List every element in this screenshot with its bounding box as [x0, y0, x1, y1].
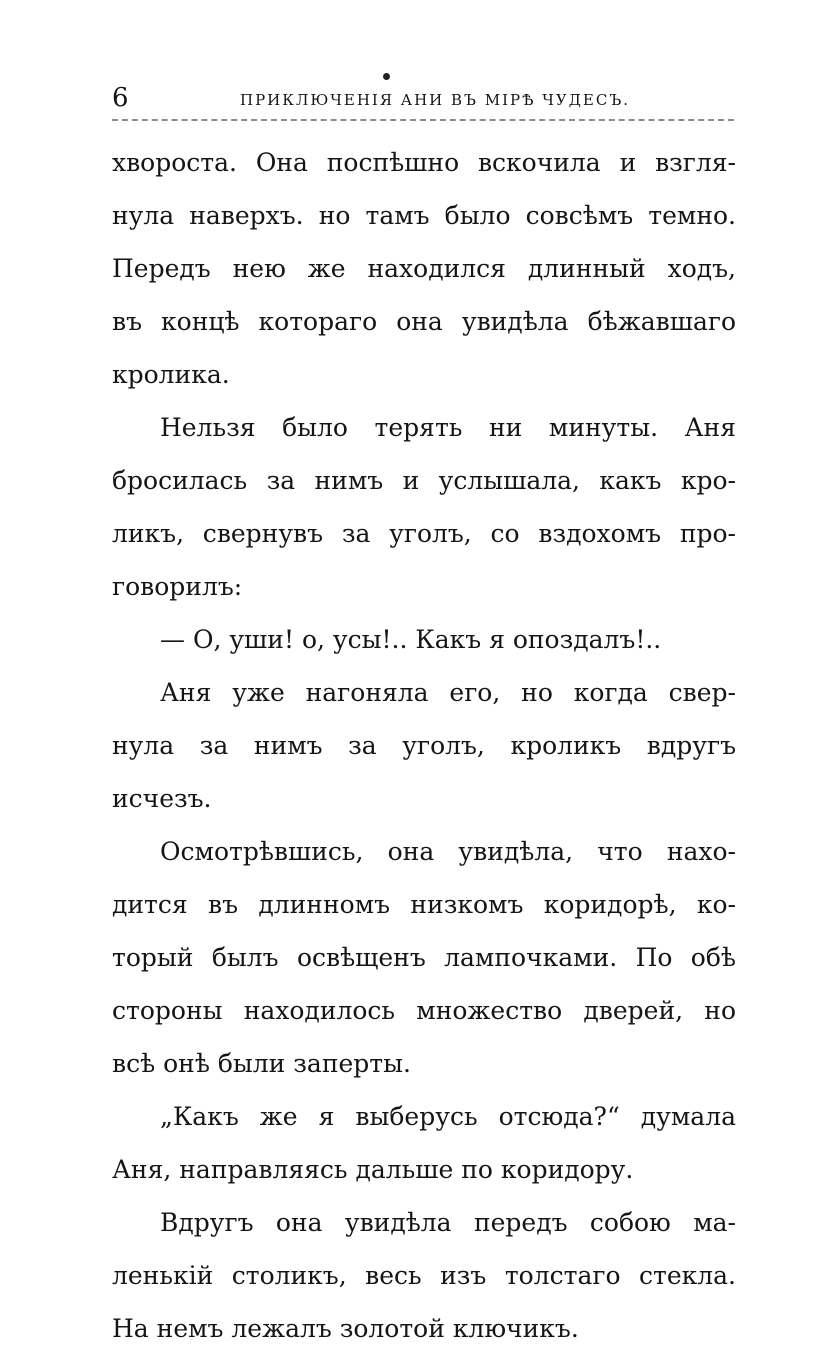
text-line: въ концѣ котораго она увидѣла бѣжавшаго: [112, 307, 736, 336]
text-line: дится въ длинномъ низкомъ коридорѣ, ко-: [112, 890, 736, 919]
text-line: исчезъ.: [112, 784, 212, 813]
dialogue-line: — О, уши! о, усы!.. Какъ я опоздалъ!..: [160, 625, 662, 654]
text-line: стороны находилось множество дверей, но: [112, 996, 736, 1025]
text-line: Аня, направляясь дальше по коридору.: [112, 1155, 634, 1184]
text-line: ленькій столикъ, весь изъ толстаго стекла.: [112, 1261, 736, 1290]
text-line: Передъ нею же находился длинный ходъ,: [112, 254, 736, 283]
header-rule: [112, 119, 734, 121]
text-line: На немъ лежалъ золотой ключикъ.: [112, 1314, 579, 1343]
paragraph-start-line: Осмотрѣвшись, она увидѣла, что нахо-: [160, 837, 736, 866]
text-line: говорилъ:: [112, 572, 243, 601]
paragraph-start-line: Аня уже нагоняла его, но когда свер-: [160, 678, 736, 707]
page-header: [112, 82, 732, 114]
text-line: кролика.: [112, 360, 230, 389]
text-line: нула наверхъ. но тамъ было совсѣмъ темно.: [112, 201, 736, 230]
paragraph-start-line: Нельзя было терять ни минуты. Аня: [160, 413, 736, 442]
text-line: ликъ, свернувъ за уголъ, со вздохомъ про-: [112, 519, 736, 548]
header-ornament-dot: [383, 73, 390, 80]
paragraph-start-line: Вдругъ она увидѣла передъ собою ма-: [160, 1208, 736, 1237]
text-line: хвороста. Она поспѣшно вскочила и взгля-: [112, 148, 736, 177]
text-line: торый былъ освѣщенъ лампочками. По обѣ: [112, 943, 736, 972]
text-line: бросилась за нимъ и услышала, какъ кро-: [112, 466, 736, 495]
paragraph-start-line: „Какъ же я выберусь отсюда?“ думала: [160, 1102, 736, 1131]
page-number: 6: [112, 83, 129, 113]
text-line: нула за нимъ за уголъ, кроликъ вдругъ: [112, 731, 736, 760]
text-line: всѣ онѣ были заперты.: [112, 1049, 411, 1078]
running-title: ПРИКЛЮЧЕНІЯ АНИ ВЪ МІРѢ ЧУДЕСЪ.: [240, 91, 631, 109]
body-text: [112, 136, 736, 1355]
